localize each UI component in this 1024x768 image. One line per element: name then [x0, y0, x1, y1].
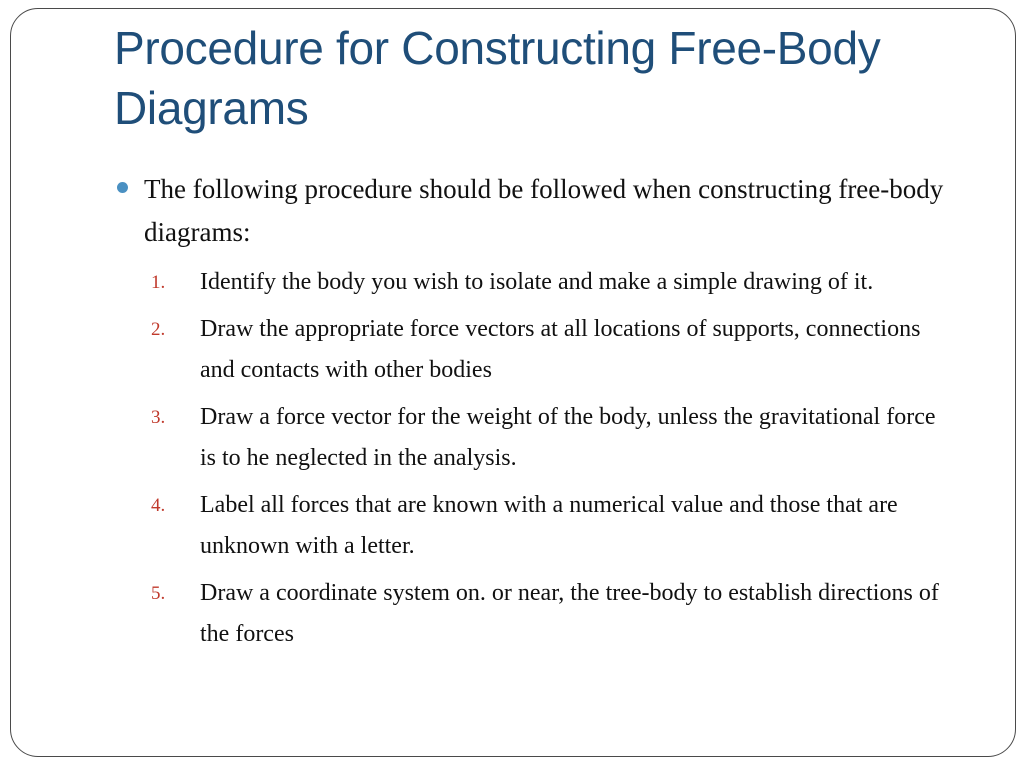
step-number: 2.: [151, 319, 166, 340]
step-number: 5.: [151, 583, 166, 604]
procedure-step: [114, 309, 944, 391]
step-number: 4.: [151, 495, 166, 516]
procedure-step: [114, 485, 944, 567]
step-number: 1.: [151, 272, 166, 293]
slide-title: Procedure for Constructing Free-Body Diagrams: [114, 22, 881, 134]
step-text: Identify the body you wish to isolate and make a simple drawing of it.: [200, 269, 874, 295]
step-number: 3.: [151, 407, 166, 428]
procedure-steps-list: [114, 262, 944, 655]
procedure-step: [114, 573, 944, 655]
procedure-step: [114, 262, 944, 303]
intro-bullet: [114, 168, 944, 254]
step-text: Draw the appropriate force vectors at all locations of supports, connections and contacts with other bodies: [200, 316, 921, 383]
procedure-step: [114, 397, 944, 479]
slide-content: [114, 168, 944, 661]
intro-bullet-text: The following procedure should be followed when constructing free-body diagrams:: [144, 174, 944, 247]
step-text: Label all forces that are known with a numerical value and those that are unknown with a letter.: [200, 492, 898, 559]
step-text: Draw a force vector for the weight of the body, unless the gravitational force is to he neglected in the analysis.: [200, 404, 936, 471]
round-bullet-icon: [117, 182, 128, 193]
step-text: Draw a coordinate system on. or near, the tree-body to establish directions of the forces: [200, 580, 939, 647]
